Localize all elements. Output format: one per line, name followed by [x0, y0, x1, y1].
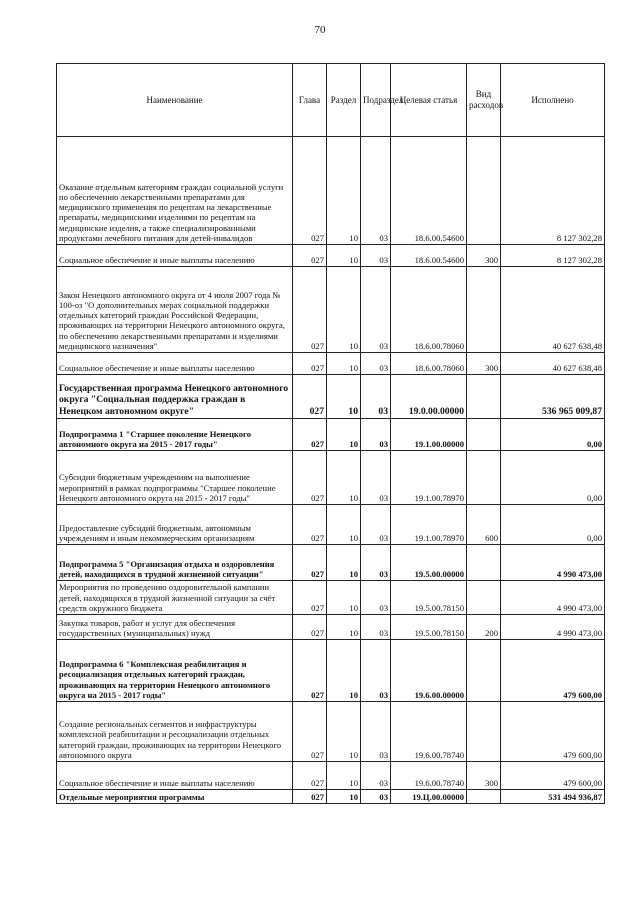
- row-target: 19.Ц.00.00000: [391, 790, 467, 804]
- header-section: Раздел: [327, 64, 361, 137]
- row-target: 18.6.00.54600: [391, 137, 467, 245]
- row-subsection: 03: [361, 702, 391, 762]
- row-expense: [467, 545, 501, 581]
- table-row: [57, 451, 605, 505]
- row-name: Государственная программа Ненецкого автономного округа "Социальная поддержка граждан в Ненецком автономном округе": [57, 375, 293, 419]
- row-expense: [467, 790, 501, 804]
- table-row: [57, 137, 605, 245]
- row-target: 19.5.00.78150: [391, 615, 467, 640]
- row-expense: 300: [467, 762, 501, 790]
- row-name: Создание региональных сегментов и инфраструктуры комплексной реабилитации и ресоциализации отдельных категорий граждан, проживающих на территории Ненецкого автономного округа: [57, 702, 293, 762]
- row-chapter: 027: [293, 267, 327, 353]
- row-expense: 300: [467, 353, 501, 375]
- row-expense: [467, 451, 501, 505]
- row-chapter: 027: [293, 545, 327, 581]
- row-name: Отдельные мероприятия программы: [57, 790, 293, 804]
- row-subsection: 03: [361, 451, 391, 505]
- row-section: 10: [327, 267, 361, 353]
- row-subsection: 03: [361, 762, 391, 790]
- row-amount: 479 600,00: [501, 702, 605, 762]
- row-chapter: 027: [293, 615, 327, 640]
- table-row: [57, 790, 605, 804]
- row-subsection: 03: [361, 245, 391, 267]
- header-target: Целевая статья: [391, 64, 467, 137]
- header-name: Наименование: [57, 64, 293, 137]
- row-section: 10: [327, 615, 361, 640]
- row-target: 19.1.00.78970: [391, 505, 467, 545]
- row-target: 18.6.00.78060: [391, 267, 467, 353]
- row-subsection: 03: [361, 790, 391, 804]
- row-expense: [467, 267, 501, 353]
- row-chapter: 027: [293, 790, 327, 804]
- header-subsection: Подраздел: [361, 64, 391, 137]
- row-target: 18.6.00.78060: [391, 353, 467, 375]
- row-name: Закон Ненецкого автономного округа от 4 июля 2007 года № 100-оз "О дополнительных мерах социальной поддержки отдельных категорий граждан Российской Федерации, проживающих на территории Ненецкого автономного округа, по обеспечению лекарственными препаратами и изделиями медицинского назначения": [57, 267, 293, 353]
- row-amount: 0,00: [501, 451, 605, 505]
- row-section: 10: [327, 790, 361, 804]
- table-row: [57, 419, 605, 451]
- header-chapter: Глава: [293, 64, 327, 137]
- row-amount: 8 127 302,28: [501, 137, 605, 245]
- row-amount: 536 965 009,87: [501, 375, 605, 419]
- row-target: 19.5.00.00000: [391, 545, 467, 581]
- row-subsection: 03: [361, 581, 391, 615]
- row-target: 18.6.00.54600: [391, 245, 467, 267]
- budget-table: [56, 63, 605, 804]
- row-chapter: 027: [293, 762, 327, 790]
- row-section: 10: [327, 375, 361, 419]
- row-expense: 200: [467, 615, 501, 640]
- row-expense: [467, 419, 501, 451]
- row-name: Социальное обеспечение и иные выплаты населению: [57, 762, 293, 790]
- row-expense: 600: [467, 505, 501, 545]
- row-section: 10: [327, 451, 361, 505]
- row-section: 10: [327, 545, 361, 581]
- header-executed: Исполнено: [501, 64, 605, 137]
- row-chapter: 027: [293, 451, 327, 505]
- row-amount: 531 494 936,87: [501, 790, 605, 804]
- row-amount: 4 990 473,00: [501, 545, 605, 581]
- row-amount: 0,00: [501, 505, 605, 545]
- row-section: 10: [327, 353, 361, 375]
- row-subsection: 03: [361, 267, 391, 353]
- row-chapter: 027: [293, 505, 327, 545]
- row-subsection: 03: [361, 505, 391, 545]
- row-subsection: 03: [361, 137, 391, 245]
- row-name: Социальное обеспечение и иные выплаты населению: [57, 353, 293, 375]
- row-target: 19.5.00.78150: [391, 581, 467, 615]
- row-chapter: 027: [293, 375, 327, 419]
- row-section: 10: [327, 137, 361, 245]
- row-subsection: 03: [361, 419, 391, 451]
- row-target: 19.6.00.78740: [391, 762, 467, 790]
- row-section: 10: [327, 762, 361, 790]
- row-name: Подпрограмма 6 "Комплексная реабилитация и ресоциализация отдельных категорий граждан, проживающих на территории Ненецкого автономного округа на 2015 - 2017 годы": [57, 640, 293, 702]
- row-expense: 300: [467, 245, 501, 267]
- row-subsection: 03: [361, 545, 391, 581]
- row-name: Оказание отдельным категориям граждан социальной услуги по обеспечению лекарственными препаратами для медицинского применения по рецептам на лекарственные препараты, медицинскими изделиями по рецептам на медицинские изделия, а также специализированными продуктами лечебного питания для детей-инвалидов: [57, 137, 293, 245]
- row-subsection: 03: [361, 375, 391, 419]
- table-row: [57, 581, 605, 615]
- row-expense: [467, 375, 501, 419]
- row-amount: 4 990 473,00: [501, 581, 605, 615]
- header-expense-type: Вид расходов: [467, 64, 501, 137]
- table-row: [57, 375, 605, 419]
- row-chapter: 027: [293, 245, 327, 267]
- row-target: 19.6.00.78740: [391, 702, 467, 762]
- row-expense: [467, 702, 501, 762]
- row-name: Мероприятия по проведению оздоровительной кампании детей, находящихся в трудной жизненной ситуации за счёт средств окружного бюджета: [57, 581, 293, 615]
- row-section: 10: [327, 419, 361, 451]
- row-amount: 40 627 638,48: [501, 353, 605, 375]
- row-amount: 40 627 638,48: [501, 267, 605, 353]
- row-name: Субсидии бюджетным учреждениям на выполнение мероприятий в рамках подпрограммы "Старшее поколение Ненецкого автономного округа на 2015 - 2017 годы": [57, 451, 293, 505]
- row-subsection: 03: [361, 640, 391, 702]
- row-chapter: 027: [293, 353, 327, 375]
- row-chapter: 027: [293, 640, 327, 702]
- header-row: [57, 64, 605, 137]
- row-subsection: 03: [361, 615, 391, 640]
- table-row: [57, 245, 605, 267]
- row-name: Закупка товаров, работ и услуг для обеспечения государственных (муниципальных) нужд: [57, 615, 293, 640]
- row-section: 10: [327, 245, 361, 267]
- row-target: 19.1.00.78970: [391, 451, 467, 505]
- row-amount: 8 127 302,28: [501, 245, 605, 267]
- row-section: 10: [327, 640, 361, 702]
- row-section: 10: [327, 702, 361, 762]
- table-row: [57, 267, 605, 353]
- row-section: 10: [327, 505, 361, 545]
- row-chapter: 027: [293, 137, 327, 245]
- row-chapter: 027: [293, 702, 327, 762]
- row-section: 10: [327, 581, 361, 615]
- row-amount: 479 600,00: [501, 762, 605, 790]
- row-expense: [467, 640, 501, 702]
- row-target: 19.1.00.00000: [391, 419, 467, 451]
- table-row: [57, 762, 605, 790]
- row-name: Подпрограмма 5 "Организация отдыха и оздоровления детей, находящихся в трудной жизненной ситуации": [57, 545, 293, 581]
- table-row: [57, 702, 605, 762]
- row-chapter: 027: [293, 581, 327, 615]
- row-target: 19.6.00.00000: [391, 640, 467, 702]
- row-amount: 0,00: [501, 419, 605, 451]
- row-name: Подпрограмма 1 "Старшее поколение Ненецкого автономного округа на 2015 - 2017 годы": [57, 419, 293, 451]
- table-row: [57, 545, 605, 581]
- row-expense: [467, 137, 501, 245]
- row-chapter: 027: [293, 419, 327, 451]
- table-row: [57, 615, 605, 640]
- row-subsection: 03: [361, 353, 391, 375]
- row-target: 19.0.00.00000: [391, 375, 467, 419]
- table-row: [57, 505, 605, 545]
- table-row: [57, 353, 605, 375]
- row-amount: 4 990 473,00: [501, 615, 605, 640]
- table-row: [57, 640, 605, 702]
- row-amount: 479 600,00: [501, 640, 605, 702]
- row-name: Социальное обеспечение и иные выплаты населению: [57, 245, 293, 267]
- page-number: 70: [314, 24, 326, 36]
- row-name: Предоставление субсидий бюджетным, автономным учреждениям и иным некоммерческим организациям: [57, 505, 293, 545]
- row-expense: [467, 581, 501, 615]
